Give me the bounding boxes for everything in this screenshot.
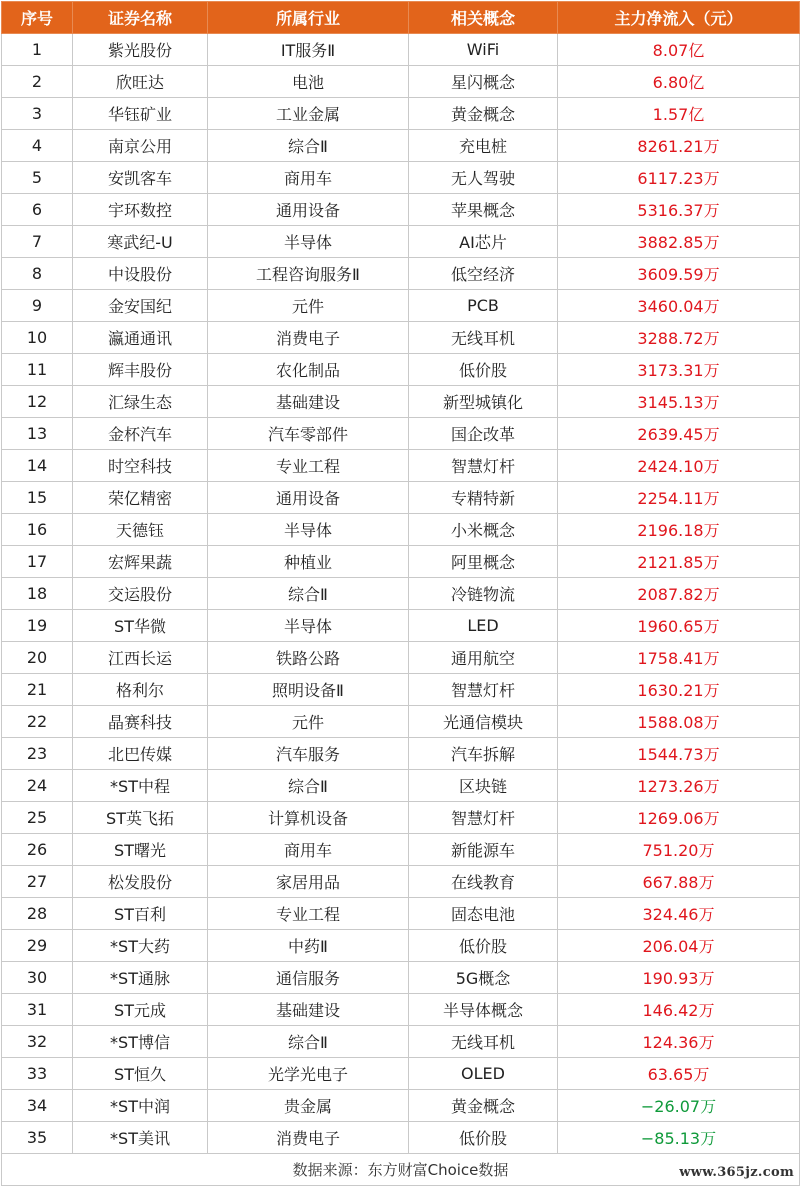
table-row bbox=[2, 1122, 800, 1154]
cell-security-name: ST恒久 bbox=[73, 1058, 208, 1090]
table-row bbox=[2, 898, 800, 930]
cell-index: 35 bbox=[2, 1122, 73, 1154]
cell-industry: 专业工程 bbox=[208, 898, 409, 930]
cell-security-name: 寒武纪-U bbox=[73, 226, 208, 258]
table-row bbox=[2, 674, 800, 706]
cell-security-name: ST元成 bbox=[73, 994, 208, 1026]
cell-net-inflow: 1269.06万 bbox=[558, 802, 800, 834]
cell-concept: 半导体概念 bbox=[409, 994, 558, 1026]
cell-index: 14 bbox=[2, 450, 73, 482]
cell-security-name: 时空科技 bbox=[73, 450, 208, 482]
cell-net-inflow: 2196.18万 bbox=[558, 514, 800, 546]
cell-net-inflow: 6117.23万 bbox=[558, 162, 800, 194]
cell-security-name: 南京公用 bbox=[73, 130, 208, 162]
cell-industry: 家居用品 bbox=[208, 866, 409, 898]
table-row bbox=[2, 1058, 800, 1090]
cell-concept: 在线教育 bbox=[409, 866, 558, 898]
cell-net-inflow: 2254.11万 bbox=[558, 482, 800, 514]
cell-index: 13 bbox=[2, 418, 73, 450]
table-row bbox=[2, 994, 800, 1026]
cell-net-inflow: 3460.04万 bbox=[558, 290, 800, 322]
cell-index: 34 bbox=[2, 1090, 73, 1122]
cell-net-inflow: 1960.65万 bbox=[558, 610, 800, 642]
cell-index: 23 bbox=[2, 738, 73, 770]
cell-industry: 消费电子 bbox=[208, 322, 409, 354]
cell-index: 12 bbox=[2, 386, 73, 418]
cell-security-name: ST华微 bbox=[73, 610, 208, 642]
cell-industry: 综合Ⅱ bbox=[208, 578, 409, 610]
table-row bbox=[2, 322, 800, 354]
cell-industry: 半导体 bbox=[208, 610, 409, 642]
table-row bbox=[2, 866, 800, 898]
cell-security-name: 紫光股份 bbox=[73, 34, 208, 66]
cell-concept: 新型城镇化 bbox=[409, 386, 558, 418]
table-body bbox=[2, 34, 800, 1154]
header-industry: 所属行业 bbox=[208, 2, 409, 34]
table-row bbox=[2, 546, 800, 578]
cell-industry: 工业金属 bbox=[208, 98, 409, 130]
cell-industry: 通信服务 bbox=[208, 962, 409, 994]
cell-net-inflow: 3609.59万 bbox=[558, 258, 800, 290]
cell-net-inflow: 1273.26万 bbox=[558, 770, 800, 802]
cell-index: 30 bbox=[2, 962, 73, 994]
table-row bbox=[2, 34, 800, 66]
cell-net-inflow: 1.57亿 bbox=[558, 98, 800, 130]
cell-industry: 商用车 bbox=[208, 162, 409, 194]
cell-index: 18 bbox=[2, 578, 73, 610]
cell-industry: 综合Ⅱ bbox=[208, 1026, 409, 1058]
cell-concept: 新能源车 bbox=[409, 834, 558, 866]
cell-industry: 专业工程 bbox=[208, 450, 409, 482]
table-row bbox=[2, 642, 800, 674]
table-row bbox=[2, 930, 800, 962]
table-row bbox=[2, 290, 800, 322]
cell-index: 15 bbox=[2, 482, 73, 514]
cell-concept: 汽车拆解 bbox=[409, 738, 558, 770]
table-row bbox=[2, 450, 800, 482]
cell-concept: 小米概念 bbox=[409, 514, 558, 546]
table-row bbox=[2, 98, 800, 130]
cell-industry: 半导体 bbox=[208, 226, 409, 258]
table-row bbox=[2, 514, 800, 546]
cell-concept: OLED bbox=[409, 1058, 558, 1090]
cell-security-name: 松发股份 bbox=[73, 866, 208, 898]
cell-security-name: 瀛通通讯 bbox=[73, 322, 208, 354]
cell-industry: 光学光电子 bbox=[208, 1058, 409, 1090]
table-row bbox=[2, 386, 800, 418]
cell-industry: 半导体 bbox=[208, 514, 409, 546]
table-row bbox=[2, 738, 800, 770]
cell-concept: 黄金概念 bbox=[409, 98, 558, 130]
table-row bbox=[2, 1026, 800, 1058]
cell-security-name: 天德钰 bbox=[73, 514, 208, 546]
header-concept: 相关概念 bbox=[409, 2, 558, 34]
cell-index: 20 bbox=[2, 642, 73, 674]
cell-index: 1 bbox=[2, 34, 73, 66]
cell-security-name: 荣亿精密 bbox=[73, 482, 208, 514]
cell-security-name: *ST中程 bbox=[73, 770, 208, 802]
header-row bbox=[2, 2, 800, 34]
cell-net-inflow: 63.65万 bbox=[558, 1058, 800, 1090]
table-row bbox=[2, 418, 800, 450]
cell-net-inflow: 146.42万 bbox=[558, 994, 800, 1026]
table-row bbox=[2, 130, 800, 162]
cell-concept: 阿里概念 bbox=[409, 546, 558, 578]
site-watermark: www.365jz.com bbox=[679, 1165, 794, 1180]
cell-security-name: 安凯客车 bbox=[73, 162, 208, 194]
cell-net-inflow: 8.07亿 bbox=[558, 34, 800, 66]
cell-index: 21 bbox=[2, 674, 73, 706]
cell-industry: 通用设备 bbox=[208, 482, 409, 514]
cell-net-inflow: 1544.73万 bbox=[558, 738, 800, 770]
cell-concept: 无线耳机 bbox=[409, 322, 558, 354]
cell-industry: 元件 bbox=[208, 706, 409, 738]
table-row bbox=[2, 194, 800, 226]
cell-concept: 智慧灯杆 bbox=[409, 802, 558, 834]
cell-index: 19 bbox=[2, 610, 73, 642]
cell-index: 28 bbox=[2, 898, 73, 930]
cell-index: 2 bbox=[2, 66, 73, 98]
cell-industry: 农化制品 bbox=[208, 354, 409, 386]
cell-net-inflow: 2087.82万 bbox=[558, 578, 800, 610]
cell-security-name: 欣旺达 bbox=[73, 66, 208, 98]
cell-concept: 无线耳机 bbox=[409, 1026, 558, 1058]
cell-concept: 冷链物流 bbox=[409, 578, 558, 610]
cell-index: 24 bbox=[2, 770, 73, 802]
cell-security-name: 中设股份 bbox=[73, 258, 208, 290]
cell-concept: WiFi bbox=[409, 34, 558, 66]
table-row bbox=[2, 770, 800, 802]
cell-industry: 计算机设备 bbox=[208, 802, 409, 834]
cell-concept: 智慧灯杆 bbox=[409, 674, 558, 706]
cell-net-inflow: −26.07万 bbox=[558, 1090, 800, 1122]
cell-index: 17 bbox=[2, 546, 73, 578]
cell-security-name: 宏辉果蔬 bbox=[73, 546, 208, 578]
cell-security-name: 金安国纪 bbox=[73, 290, 208, 322]
cell-concept: 专精特新 bbox=[409, 482, 558, 514]
cell-concept: 低空经济 bbox=[409, 258, 558, 290]
cell-concept: PCB bbox=[409, 290, 558, 322]
cell-net-inflow: 206.04万 bbox=[558, 930, 800, 962]
cell-concept: 固态电池 bbox=[409, 898, 558, 930]
cell-index: 7 bbox=[2, 226, 73, 258]
table-row bbox=[2, 354, 800, 386]
cell-net-inflow: 324.46万 bbox=[558, 898, 800, 930]
cell-net-inflow: 667.88万 bbox=[558, 866, 800, 898]
data-source-note: 数据来源：东方财富Choice数据 bbox=[2, 1154, 800, 1186]
cell-concept: 黄金概念 bbox=[409, 1090, 558, 1122]
cell-security-name: *ST博信 bbox=[73, 1026, 208, 1058]
cell-index: 32 bbox=[2, 1026, 73, 1058]
cell-industry: 汽车服务 bbox=[208, 738, 409, 770]
cell-index: 22 bbox=[2, 706, 73, 738]
cell-index: 31 bbox=[2, 994, 73, 1026]
cell-index: 6 bbox=[2, 194, 73, 226]
table-row bbox=[2, 610, 800, 642]
cell-industry: 照明设备Ⅱ bbox=[208, 674, 409, 706]
cell-security-name: 华钰矿业 bbox=[73, 98, 208, 130]
header-security-name: 证券名称 bbox=[73, 2, 208, 34]
cell-index: 9 bbox=[2, 290, 73, 322]
cell-industry: 消费电子 bbox=[208, 1122, 409, 1154]
cell-index: 8 bbox=[2, 258, 73, 290]
cell-industry: 电池 bbox=[208, 66, 409, 98]
cell-index: 3 bbox=[2, 98, 73, 130]
cell-industry: 汽车零部件 bbox=[208, 418, 409, 450]
cell-index: 4 bbox=[2, 130, 73, 162]
cell-net-inflow: 124.36万 bbox=[558, 1026, 800, 1058]
cell-index: 33 bbox=[2, 1058, 73, 1090]
cell-industry: 基础建设 bbox=[208, 386, 409, 418]
cell-net-inflow: 3145.13万 bbox=[558, 386, 800, 418]
cell-industry: 中药Ⅱ bbox=[208, 930, 409, 962]
cell-net-inflow: 8261.21万 bbox=[558, 130, 800, 162]
cell-concept: 苹果概念 bbox=[409, 194, 558, 226]
cell-concept: 区块链 bbox=[409, 770, 558, 802]
cell-net-inflow: 3882.85万 bbox=[558, 226, 800, 258]
cell-concept: 星闪概念 bbox=[409, 66, 558, 98]
cell-concept: 充电桩 bbox=[409, 130, 558, 162]
cell-net-inflow: 2424.10万 bbox=[558, 450, 800, 482]
cell-security-name: ST英飞拓 bbox=[73, 802, 208, 834]
cell-concept: 无人驾驶 bbox=[409, 162, 558, 194]
cell-index: 16 bbox=[2, 514, 73, 546]
cell-net-inflow: −85.13万 bbox=[558, 1122, 800, 1154]
cell-security-name: 交运股份 bbox=[73, 578, 208, 610]
cell-index: 27 bbox=[2, 866, 73, 898]
cell-industry: 铁路公路 bbox=[208, 642, 409, 674]
cell-net-inflow: 2121.85万 bbox=[558, 546, 800, 578]
cell-security-name: ST百利 bbox=[73, 898, 208, 930]
cell-concept: 光通信模块 bbox=[409, 706, 558, 738]
table-row bbox=[2, 258, 800, 290]
cell-security-name: 江西长运 bbox=[73, 642, 208, 674]
cell-concept: 通用航空 bbox=[409, 642, 558, 674]
cell-security-name: 辉丰股份 bbox=[73, 354, 208, 386]
cell-security-name: 格利尔 bbox=[73, 674, 208, 706]
cell-industry: 贵金属 bbox=[208, 1090, 409, 1122]
cell-security-name: *ST大药 bbox=[73, 930, 208, 962]
cell-concept: AI芯片 bbox=[409, 226, 558, 258]
table-row bbox=[2, 1090, 800, 1122]
cell-index: 10 bbox=[2, 322, 73, 354]
cell-security-name: 金杯汽车 bbox=[73, 418, 208, 450]
cell-industry: 商用车 bbox=[208, 834, 409, 866]
table-row bbox=[2, 482, 800, 514]
cell-security-name: 北巴传媒 bbox=[73, 738, 208, 770]
table-row bbox=[2, 834, 800, 866]
table-row bbox=[2, 66, 800, 98]
cell-concept: 低价股 bbox=[409, 1122, 558, 1154]
cell-security-name: ST曙光 bbox=[73, 834, 208, 866]
cell-net-inflow: 1588.08万 bbox=[558, 706, 800, 738]
cell-industry: 基础建设 bbox=[208, 994, 409, 1026]
cell-security-name: *ST中润 bbox=[73, 1090, 208, 1122]
cell-net-inflow: 5316.37万 bbox=[558, 194, 800, 226]
cell-industry: 元件 bbox=[208, 290, 409, 322]
cell-index: 25 bbox=[2, 802, 73, 834]
table-row bbox=[2, 962, 800, 994]
cell-concept: 低价股 bbox=[409, 930, 558, 962]
cell-index: 11 bbox=[2, 354, 73, 386]
cell-industry: 种植业 bbox=[208, 546, 409, 578]
table-row bbox=[2, 162, 800, 194]
cell-net-inflow: 1630.21万 bbox=[558, 674, 800, 706]
cell-industry: 工程咨询服务Ⅱ bbox=[208, 258, 409, 290]
table-row bbox=[2, 226, 800, 258]
cell-security-name: *ST通脉 bbox=[73, 962, 208, 994]
cell-concept: 国企改革 bbox=[409, 418, 558, 450]
cell-net-inflow: 3288.72万 bbox=[558, 322, 800, 354]
table-row bbox=[2, 802, 800, 834]
cell-net-inflow: 2639.45万 bbox=[558, 418, 800, 450]
cell-industry: 综合Ⅱ bbox=[208, 770, 409, 802]
cell-concept: LED bbox=[409, 610, 558, 642]
capital-flow-table bbox=[1, 1, 800, 1186]
cell-index: 26 bbox=[2, 834, 73, 866]
cell-industry: 通用设备 bbox=[208, 194, 409, 226]
cell-net-inflow: 190.93万 bbox=[558, 962, 800, 994]
header-index: 序号 bbox=[2, 2, 73, 34]
cell-net-inflow: 1758.41万 bbox=[558, 642, 800, 674]
cell-security-name: *ST美讯 bbox=[73, 1122, 208, 1154]
cell-security-name: 宇环数控 bbox=[73, 194, 208, 226]
header-net-inflow: 主力净流入（元） bbox=[558, 2, 800, 34]
cell-net-inflow: 751.20万 bbox=[558, 834, 800, 866]
cell-industry: 综合Ⅱ bbox=[208, 130, 409, 162]
cell-net-inflow: 3173.31万 bbox=[558, 354, 800, 386]
table-row bbox=[2, 578, 800, 610]
cell-index: 5 bbox=[2, 162, 73, 194]
cell-security-name: 汇绿生态 bbox=[73, 386, 208, 418]
table-row bbox=[2, 706, 800, 738]
cell-concept: 5G概念 bbox=[409, 962, 558, 994]
cell-concept: 智慧灯杆 bbox=[409, 450, 558, 482]
cell-concept: 低价股 bbox=[409, 354, 558, 386]
cell-security-name: 晶赛科技 bbox=[73, 706, 208, 738]
cell-net-inflow: 6.80亿 bbox=[558, 66, 800, 98]
cell-index: 29 bbox=[2, 930, 73, 962]
cell-industry: IT服务Ⅱ bbox=[208, 34, 409, 66]
